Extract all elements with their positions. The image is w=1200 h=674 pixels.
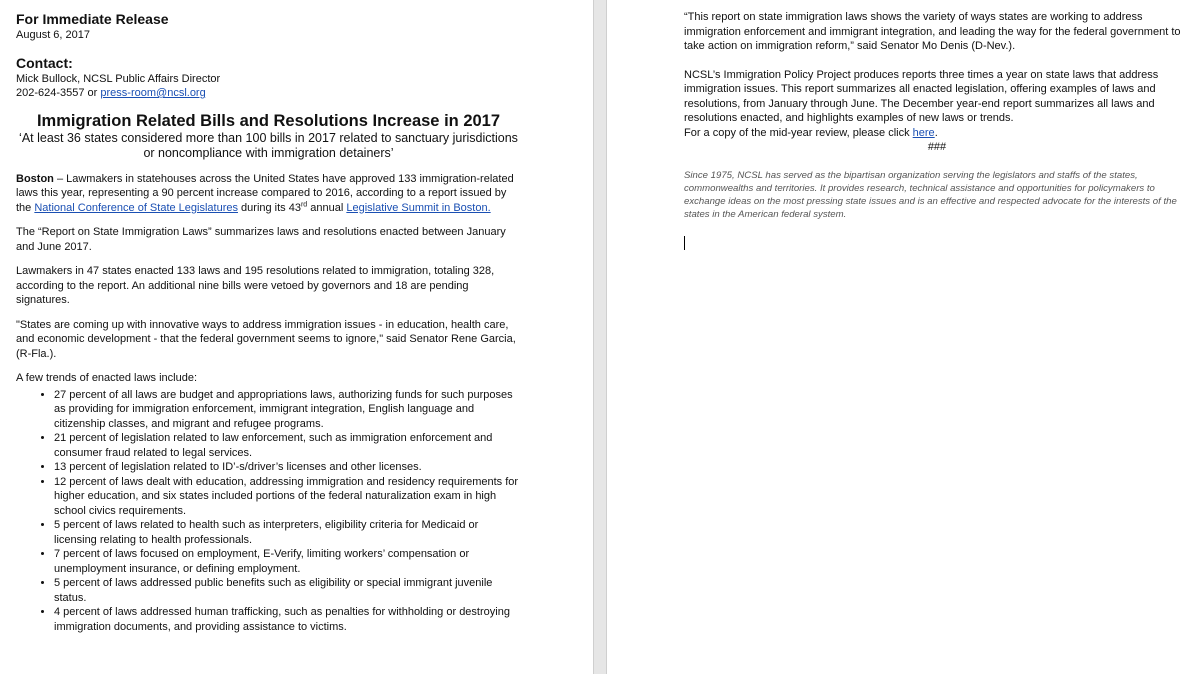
paragraph-copy: For a copy of the mid-year review, please click here. [684,126,938,139]
list-item: • 7 percent of laws focused on employment, E-Verify, limiting workers’ compensation or unemployment insurance, or defining employment. [54,547,521,576]
list-item: • 21 percent of legislation related to law enforcement, such as immigration enforcement and consumer fraud related to legal services. [54,431,521,460]
paragraph-boston: Boston – Lawmakers in statehouses across the United States have approved 133 immigration-related laws this year, representing a 90 percent increase compared to 2016, according to a report issued by the National Conference of State Legislatures during its 43rd annual Legislative Summit in Boston. [16,172,514,214]
dateline: Boston [16,172,54,185]
contact-email-link[interactable]: press-room@ncsl.org [100,87,206,99]
list-item: • 4 percent of laws addressed human trafficking, such as penalties for withholding or destroying immigration documents, and providing assistance to victims. [54,605,521,634]
contact-phone: 202-624-3557 or [16,87,101,99]
document-page-left [0,0,593,674]
boilerplate: Since 1975, NCSL has served as the bipartisan organization serving the legislators and staffs of the states, commonwealths and territories. It provides research, technical assistance and opportunities for policymakers to exchange ideas on the most pressing state issues and is an effective and respected advocate for the interests of the states in the American federal system. [684,169,1177,220]
list-item: • 5 percent of laws addressed public benefits such as eligibility or special immigrant juvenile status. [54,576,521,605]
page-left-content [16,10,521,634]
list-item: • 12 percent of laws dealt with education, addressing immigration and residency requirements for higher education, and six states included portions of the federal naturalization exam in high school civics requirements. [54,475,521,519]
contact-heading: Contact: [16,54,73,71]
list-item: • 5 percent of laws related to health such as interpreters, eligibility criteria for Medicaid or licensing relating to health professionals. [54,518,521,547]
text-cursor [684,236,685,250]
paragraph-lawmakers: Lawmakers in 47 states enacted 133 laws and 195 resolutions related to immigration, totaling 328, according to the report. An additional nine bills were vetoed by governors and 18 are pending signatures. [16,265,495,306]
paragraph-report: The “Report on State Immigration Laws” summarizes laws and resolutions enacted between January and June 2017. [16,226,506,253]
document-page-right [607,0,1200,674]
summit-link[interactable]: Legislative Summit in Boston. [346,201,491,214]
release-date: August 6, 2017 [16,29,91,41]
trends-intro: A few trends of enacted laws include: [16,372,197,384]
contact-line [16,86,521,101]
contact-name: Mick Bullock, NCSL Public Affairs Director [16,72,221,85]
paragraph-garcia-quote: "States are coming up with innovative ways to address immigration issues - in education, health care, and economic development - that the federal government seems to ignore," said Senator Rene Garcia, (R-Fla.). [16,318,516,360]
trends-list [16,388,521,635]
press-subtitle: ‘At least 36 states considered more than 100 bills in 2017 related to sanctuary jurisdictions or noncompliance with immigration detainers’ [19,130,518,160]
paragraph-denis-quote: “This report on state immigration laws shows the variety of ways states are working to address immigration enforcement and immigrant integration, and leading the way for the federal government to take action on immigration reform,” said Senator Mo Denis (D-Nev.). [684,11,1181,52]
list-item: • 27 percent of all laws are budget and appropriations laws, authorizing funds for such purposes as providing for immigration enforcement, immigrant integration, English language and citizenship classes, and migrant and refugee programs. [54,388,521,432]
ncsl-link[interactable]: National Conference of State Legislatures [34,201,238,214]
release-heading: For Immediate Release [16,11,169,27]
page-gutter [593,0,607,674]
end-mark: ### [927,141,947,153]
page-right-content [684,10,1190,221]
here-link[interactable]: here [912,126,935,139]
paragraph-project: NCSL’s Immigration Policy Project produces reports three times a year on state laws that address immigration issues. This report summarizes all enacted legislation, offering examples of laws and resolutions, from January through June. The December year-end report summarizes all laws and resolutions enacted, and highlights examples of new laws or trends. [684,68,1159,124]
list-item: • 13 percent of legislation related to ID’-s/driver’s licenses and other licenses. [54,460,521,475]
press-title: Immigration Related Bills and Resolutions Increase in 2017 [36,111,501,130]
